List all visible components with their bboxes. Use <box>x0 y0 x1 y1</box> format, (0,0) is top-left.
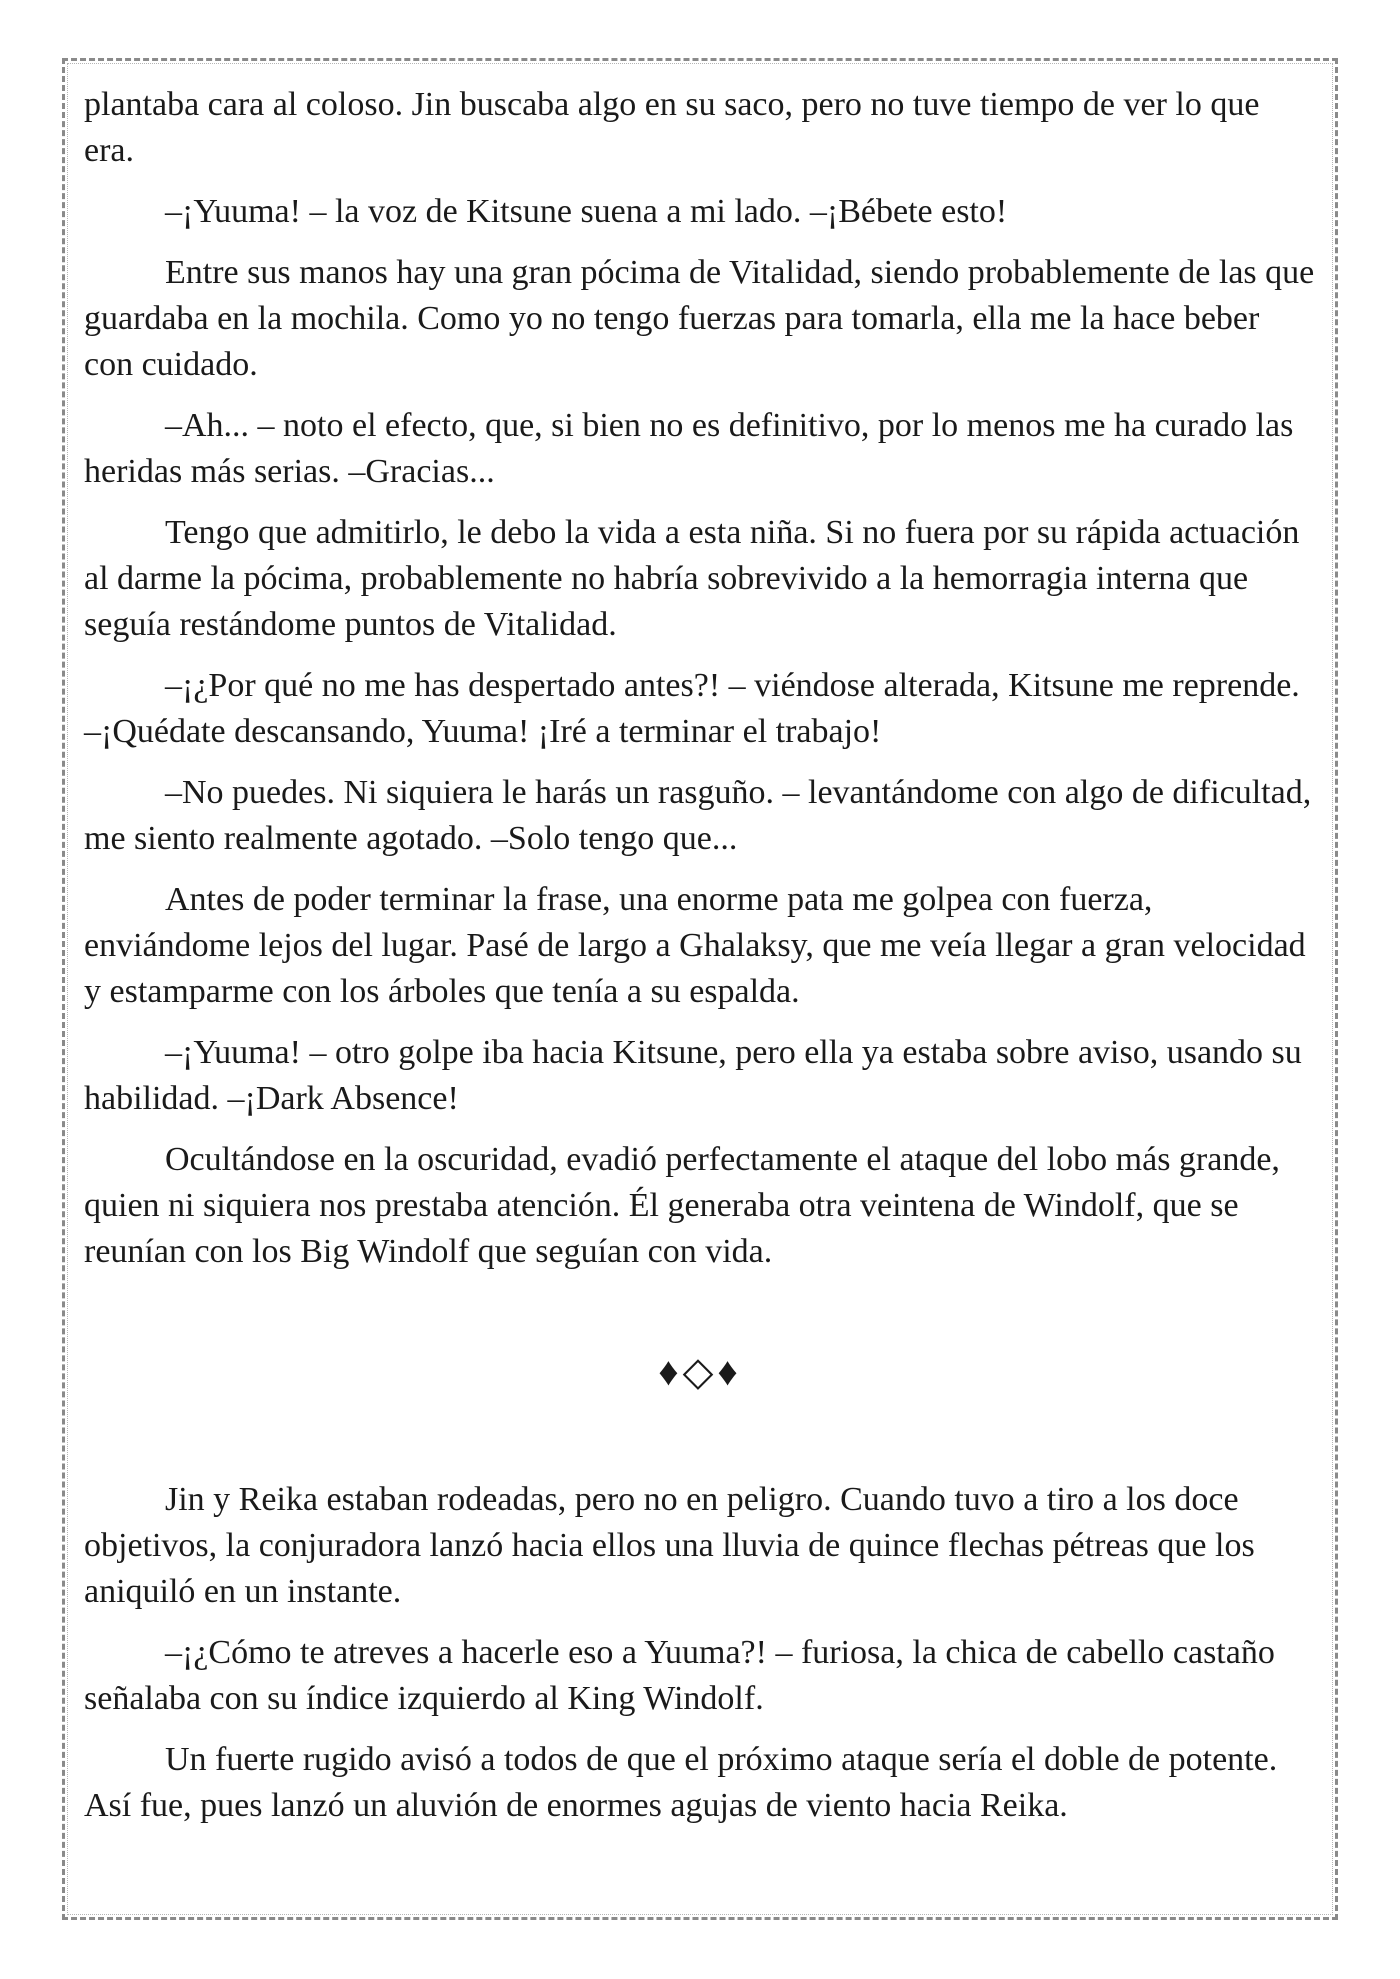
paragraph: Tengo que admitirlo, le debo la vida a esta niña. Si no fuera por su rápida actuación al darme la pócima, probablemente no habría sobrevivido a la hemorragia interna que seguía restándome puntos de Vitalidad. <box>84 514 1300 643</box>
paragraph: Antes de poder terminar la frase, una enorme pata me golpea con fuerza, enviándome lejos del lugar. Pasé de largo a Ghalaksy, que me veía llegar a gran velocidad y estamparme con los árboles que tenía a su espalda. <box>84 881 1306 1010</box>
paragraph: Un fuerte rugido avisó a todos de que el próximo ataque sería el doble de potente. Así fue, pues lanzó un aluvión de enormes agujas de viento hacia Reika. <box>84 1741 1278 1824</box>
paragraph: Jin y Reika estaban rodeadas, pero no en peligro. Cuando tuvo a tiro a los doce objetivos, la conjuradora lanzó hacia ellos una lluvia de quince flechas pétreas que los aniquiló en un instante. <box>84 1481 1255 1610</box>
paragraph: –¡Yuuma! – la voz de Kitsune suena a mi lado. –¡Bébete esto! <box>165 193 1008 230</box>
paragraph: –¡¿Por qué no me has despertado antes?! – viéndose alterada, Kitsune me reprende. –¡Quédate descansando, Yuuma! ¡Iré a terminar el trabajo! <box>84 667 1300 750</box>
paragraph: –Ah... – noto el efecto, que, si bien no es definitivo, por lo menos me ha curado las heridas más serias. –Gracias... <box>84 407 1294 490</box>
scene-break-ornament: ♦◇♦ <box>658 1349 742 1394</box>
paragraph: –No puedes. Ni siquiera le harás un rasguño. – levantándome con algo de dificultad, me siento realmente agotado. –Solo tengo que... <box>84 774 1312 857</box>
paragraph: –¡Yuuma! – otro golpe iba hacia Kitsune, pero ella ya estaba sobre aviso, usando su habilidad. –¡Dark Absence! <box>84 1034 1302 1117</box>
paragraph: –¡¿Cómo te atreves a hacerle eso a Yuuma?! – furiosa, la chica de cabello castaño señalaba con su índice izquierdo al King Windolf. <box>84 1634 1275 1717</box>
paragraph: Ocultándose en la oscuridad, evadió perfectamente el ataque del lobo más grande, quien ni siquiera nos prestaba atención. Él generaba otra veintena de Windolf, que se reunían con los Big Windolf que seguían con vida. <box>84 1141 1280 1270</box>
paragraph: plantaba cara al coloso. Jin buscaba algo en su saco, pero no tuve tiempo de ver lo que era. <box>84 86 1260 169</box>
page-body <box>84 82 1316 1844</box>
paragraph: Entre sus manos hay una gran pócima de Vitalidad, siendo probablemente de las que guardaba en la mochila. Como yo no tengo fuerzas para tomarla, ella me la hace beber con cuidado. <box>84 254 1315 383</box>
